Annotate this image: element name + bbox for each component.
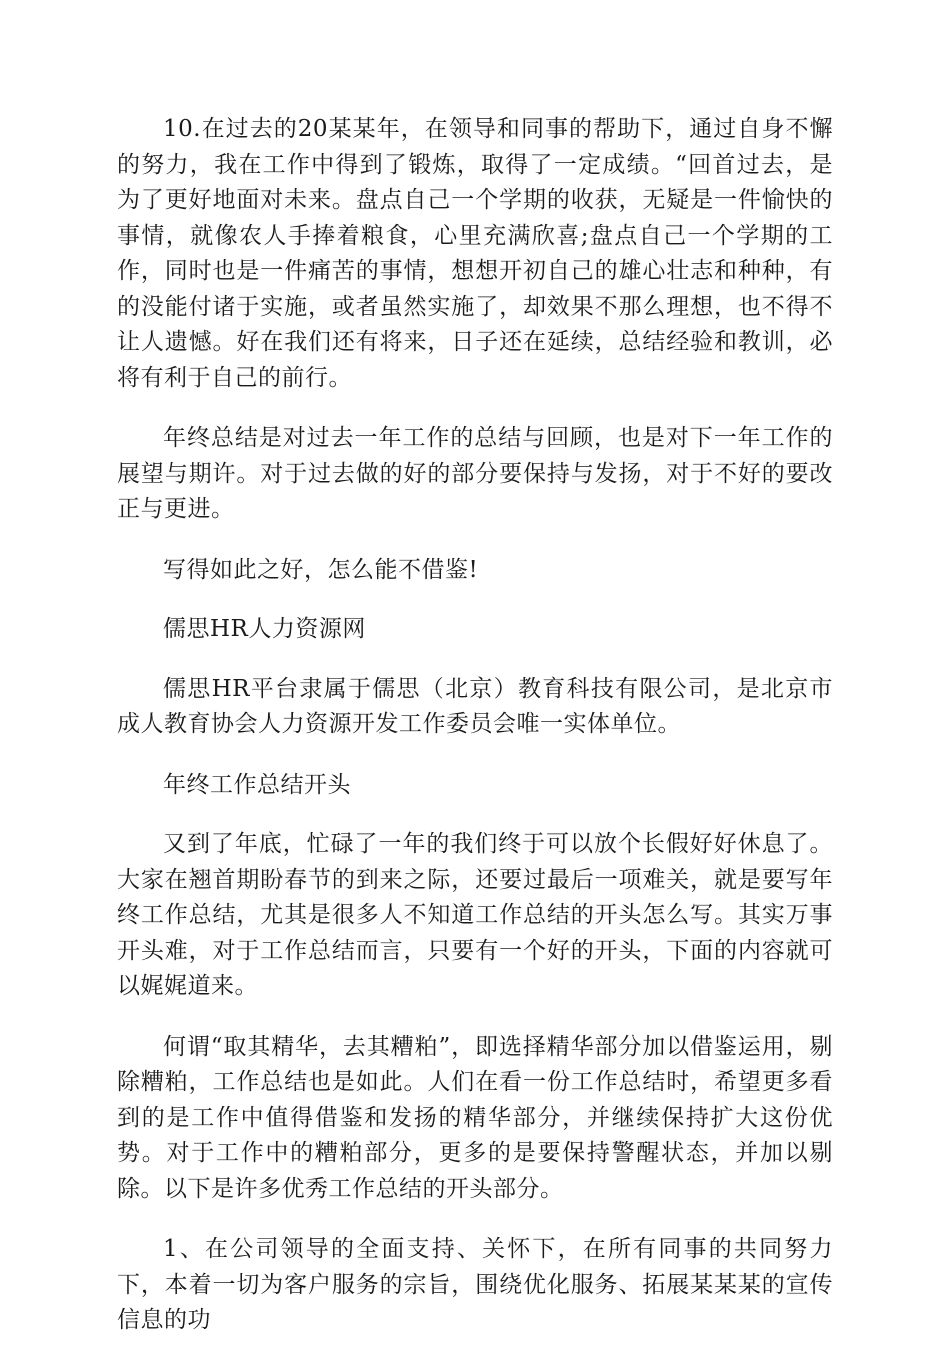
paragraph-essence: 何谓“取其精华，去其糟粕”，即选择精华部分加以借鉴运用，剔除糟粕，工作总结也是如此。人们在看一份工作总结时，希望更多看到的是工作中值得借鉴和发扬的精华部分，并继续保持扩大这份优势。对于工作中的糟粕部分，更多的是要保持警醒状态，并加以剔除。以下是许多优秀工作总结的开头部分。 bbox=[117, 1033, 833, 1202]
document-body bbox=[117, 112, 833, 1364]
paragraph-year-end-summary: 年终总结是对过去一年工作的总结与回顾，也是对下一年工作的展望与期许。对于过去做的好的部分要保持与发扬，对于不好的要改正与更进。 bbox=[117, 425, 833, 522]
paragraph-intro-reflection: 10.在过去的20某某年，在领导和同事的帮助下，通过自身不懈的努力，我在工作中得到了锻炼，取得了一定成绩。“回首过去，是为了更好地面对未来。盘点自己一个学期的收获，无疑是一件愉快的事情，就像农人手捧着粮食，心里充满欣喜;盘点自己一个学期的工作，同时也是一件痛苦的事情，想想开初自己的雄心壮志和种种，有的没能付诸于实施，或者虽然实施了，却效果不那么理想，也不得不让人遗憾。好在我们还有将来，日子还在延续，总结经验和教训，必将有利于自己的前行。 bbox=[117, 116, 833, 391]
section-heading: 年终工作总结开头 bbox=[163, 771, 351, 798]
paragraph-company-info: 儒思HR平台隶属于儒思（北京）教育科技有限公司，是北京市成人教育协会人力资源开发工作委员会唯一实体单位。 bbox=[117, 675, 833, 737]
paragraph-recommendation: 写得如此之好，怎么能不借鉴! bbox=[163, 556, 479, 583]
paragraph-example-1: 1、在公司领导的全面支持、关怀下，在所有同事的共同努力下，本着一切为客户服务的宗旨，围绕优化服务、拓展某某某的宣传信息的功 bbox=[117, 1236, 833, 1333]
paragraph-year-end-opening: 又到了年底，忙碌了一年的我们终于可以放个长假好好休息了。大家在翘首期盼春节的到来之际，还要过最后一项难关，就是要写年终工作总结，尤其是很多人不知道工作总结的开头怎么写。其实万事开头难，对于工作总结而言，只要有一个好的开头，下面的内容就可以娓娓道来。 bbox=[117, 831, 833, 999]
paragraph-site-name: 儒思HR人力资源网 bbox=[163, 616, 366, 642]
